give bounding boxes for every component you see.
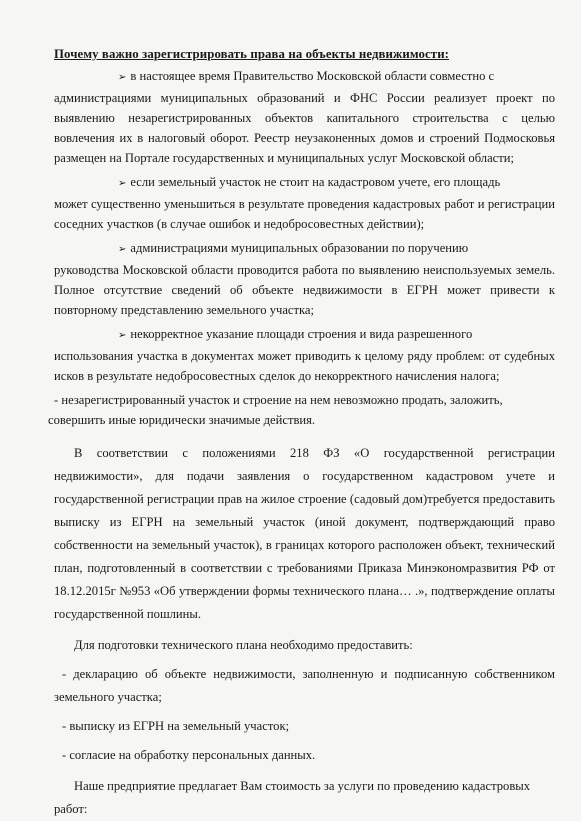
bullet-item-2 bbox=[54, 172, 555, 234]
bullet-first-line bbox=[54, 66, 555, 88]
arrow-bullet-icon: ➢ bbox=[118, 330, 127, 341]
list-intro-paragraph: Для подготовки технического плана необходимо предоставить: bbox=[74, 638, 413, 652]
main-paragraph: В соответствии с положениями 218 ФЗ «О государственной регистрации недвижимости», для подачи заявления о государственном кадастровом учете и государственной регистрации прав на жилое строение (садовый дом)требуется предоставить выписку из ЕГРН на земельный участок (иной документ, подтверждающий право собственности на земельный участок), в границах которого расположен объект, технический план, подготовленный в соответствии с требованиями Приказа Минэкономразвития РФ от 18.12.2015г №953 «Об утверждении формы технического плана… .», подтверждение оплаты государственной пошлины. bbox=[54, 446, 555, 621]
bullet-continuation: использования участка в документах может приводить к целому ряду проблем: от судебных исков в результате недобросовестных сделок до некорректного начисления налога; bbox=[54, 349, 555, 383]
bullet-first-line bbox=[54, 324, 555, 346]
bullet-item-1 bbox=[54, 66, 555, 168]
bullet-item-3 bbox=[54, 238, 555, 320]
bullet-continuation: может существенно уменьшиться в результате проведения кадастровых работ и регистрации соседних участков (в случае ошибок и недобросовестных действии); bbox=[54, 197, 555, 231]
bullet-text: в настоящее время Правительство Московской области совместно с bbox=[130, 69, 495, 83]
arrow-bullet-icon: ➢ bbox=[118, 178, 127, 189]
section-heading: Почему важно зарегистрировать права на объекты недвижимости: bbox=[54, 47, 450, 61]
bullet-text: некорректное указание площади строения и вида разрешенного bbox=[130, 327, 473, 341]
arrow-bullet-icon: ➢ bbox=[118, 244, 127, 255]
bullet-continuation: руководства Московской области проводится работа по выявлению неиспользуемых земель. Полное отсутствие сведений об объекте недвижимости в ЕГРН может привести к повторному представлению земельного участка; bbox=[54, 263, 555, 317]
bullet-text: администрациями муниципальных образовании по поручению bbox=[130, 241, 469, 255]
bullet-continuation: администрациями муниципальных образований и ФНС России реализует проект по выявлению незарегистрированных объектов капитального строительства с целью вовлечения их в налоговый оборот. Реестр неузаконенных домов и строений Подмосковья размещен на Портале государственных и муниципальных услуг Московской области; bbox=[54, 91, 555, 165]
dash-item-continuation: совершить иные юридически значимые действия. bbox=[48, 413, 316, 427]
bullet-first-line bbox=[54, 238, 555, 260]
dash-item-first-line: - незарегистрированный участок и строение на нем невозможно продать, заложить, bbox=[54, 393, 503, 407]
list-item-declaration: - декларацию об объекте недвижимости, заполненную и подписанную собственником земельного участка; bbox=[54, 667, 555, 704]
list-item-egrn-extract: - выписку из ЕГРН на земельный участок; bbox=[62, 719, 290, 733]
dash-item bbox=[48, 390, 555, 430]
final-paragraph: Наше предприятие предлагает Вам стоимость за услуги по проведению кадастровых работ: bbox=[54, 779, 531, 816]
bullet-item-4 bbox=[54, 324, 555, 386]
bullet-first-line bbox=[54, 172, 555, 194]
arrow-bullet-icon: ➢ bbox=[118, 72, 127, 83]
list-item-consent: - согласие на обработку персональных данных. bbox=[62, 748, 316, 762]
bullet-text: если земельный участок не стоит на кадастровом учете, его площадь bbox=[130, 175, 501, 189]
